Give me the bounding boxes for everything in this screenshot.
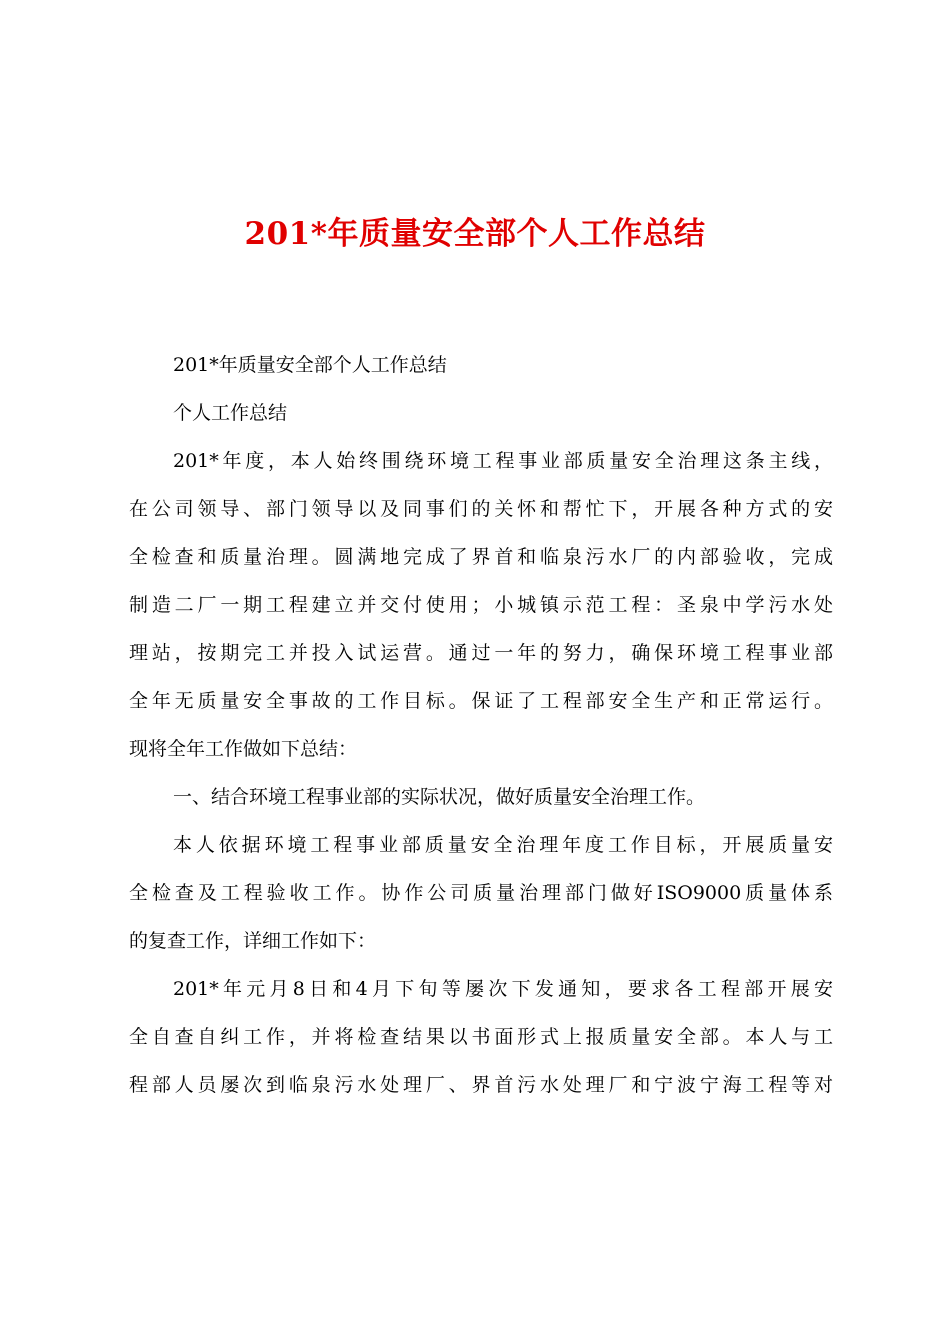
document-body — [129, 341, 833, 1109]
paragraph-line: 全年无质量安全事故的工作目标。保证了工程部安全生产和正常运行。 — [129, 690, 833, 712]
document-title: 201*年质量安全部个人工作总结 — [244, 216, 706, 252]
paragraph-line: 的复查工作，详细工作如下： — [129, 930, 377, 952]
paragraph-line: 个人工作总结 — [173, 402, 288, 424]
paragraph-line: 制造二厂一期工程建立并交付使用；小城镇示范工程：圣泉中学污水处 — [129, 594, 833, 616]
section-heading: 一、结合环境工程事业部的实际状况，做好质量安全治理工作。 — [173, 786, 706, 808]
paragraph-line: 程部人员屡次到临泉污水处理厂、界首污水处理厂和宁波宁海工程等对 — [129, 1074, 833, 1096]
paragraph-line: 在公司领导、部门领导以及同事们的关怀和帮忙下，开展各种方式的安 — [129, 498, 833, 520]
paragraph-line: 201*年质量安全部个人工作总结 — [173, 354, 447, 376]
paragraph-line: 201*年元月8日和4月下旬等屡次下发通知，要求各工程部开展安 — [173, 978, 833, 1000]
paragraph-line: 全检查及工程验收工作。协作公司质量治理部门做好ISO9000质量体系 — [129, 882, 833, 904]
paragraph-line: 本人依据环境工程事业部质量安全治理年度工作目标，开展质量安 — [173, 834, 833, 856]
paragraph-line: 全检查和质量治理。圆满地完成了界首和临泉污水厂的内部验收，完成 — [129, 546, 833, 568]
paragraph-line: 201*年度，本人始终围绕环境工程事业部质量安全治理这条主线， — [173, 450, 833, 472]
paragraph-line: 全自查自纠工作，并将检查结果以书面形式上报质量安全部。本人与工 — [129, 1026, 833, 1048]
paragraph-line: 现将全年工作做如下总结： — [129, 738, 358, 760]
paragraph-line: 理站，按期完工并投入试运营。通过一年的努力，确保环境工程事业部 — [129, 642, 833, 664]
